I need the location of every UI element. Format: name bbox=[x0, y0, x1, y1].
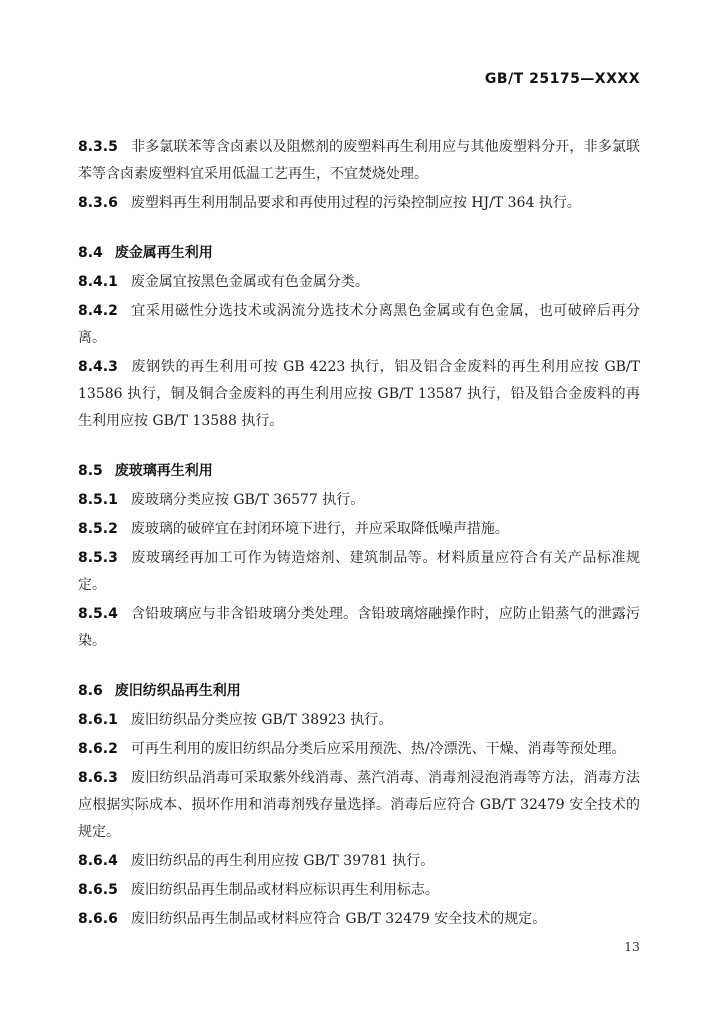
clause-number: 8.3.5 bbox=[78, 139, 118, 155]
section-heading-8-4 bbox=[78, 240, 640, 267]
clause-8-6-4 bbox=[78, 848, 640, 875]
clause-text: 废旧纺织品再生制品或材料应符合 GB/T 32479 安全技术的规定。 bbox=[130, 911, 547, 927]
clause-8-3-6 bbox=[78, 190, 640, 217]
page-number: 13 bbox=[624, 939, 640, 954]
clause-8-5-3 bbox=[78, 545, 640, 599]
section-number: 8.4 bbox=[78, 245, 103, 261]
clause-text: 非多氯联苯等含卤素以及阻燃剂的废塑料再生利用应与其他废塑料分开，非多氯联苯等含卤素废塑料宜采用低温工艺再生，不宜焚烧处理。 bbox=[78, 139, 640, 182]
clause-number: 8.4.1 bbox=[78, 274, 118, 290]
clause-text: 废钢铁的再生利用可按 GB 4223 执行，铝及铝合金废料的再生利用应按 GB/T 13586 执行，铜及铜合金废料的再生利用应按 GB/T 13587 执行，铅及铅合金废料的再生利用应按 GB/T 13588 执行。 bbox=[78, 359, 640, 429]
clause-8-5-4 bbox=[78, 601, 640, 655]
clause-text: 废玻璃的破碎宜在封闭环境下进行，并应采取降低噪声措施。 bbox=[130, 521, 509, 537]
clause-8-4-2 bbox=[78, 298, 640, 352]
clause-8-6-3 bbox=[78, 765, 640, 846]
clause-text: 废旧纺织品分类应按 GB/T 38923 执行。 bbox=[130, 712, 393, 728]
section-heading-8-6 bbox=[78, 678, 640, 705]
clause-text: 废旧纺织品的再生利用应按 GB/T 39781 执行。 bbox=[130, 853, 435, 869]
clause-text: 废金属宜按黑色金属或有色金属分类。 bbox=[130, 274, 369, 290]
section-number: 8.5 bbox=[78, 463, 103, 479]
clause-number: 8.6.5 bbox=[78, 882, 118, 898]
section-title: 废玻璃再生利用 bbox=[114, 463, 213, 479]
clause-number: 8.4.3 bbox=[78, 359, 118, 375]
clause-text: 含铅玻璃应与非含铅玻璃分类处理。含铅玻璃熔融操作时，应防止铅蒸气的泄露污染。 bbox=[78, 606, 640, 649]
clause-text: 宜采用磁性分选技术或涡流分选技术分离黑色金属或有色金属，也可破碎后再分离。 bbox=[78, 303, 640, 346]
clause-number: 8.6.3 bbox=[78, 770, 118, 786]
section-8-4 bbox=[78, 240, 640, 435]
document-body bbox=[78, 134, 640, 935]
clause-number: 8.5.2 bbox=[78, 521, 118, 537]
document-code-header: GB/T 25175—XXXX bbox=[484, 71, 640, 87]
section-number: 8.6 bbox=[78, 683, 103, 699]
clause-8-5-2 bbox=[78, 516, 640, 543]
clause-8-6-5 bbox=[78, 877, 640, 904]
clause-number: 8.4.2 bbox=[78, 303, 118, 319]
section-heading-8-5 bbox=[78, 458, 640, 485]
section-8-5 bbox=[78, 458, 640, 655]
section-title: 废旧纺织品再生利用 bbox=[114, 683, 241, 699]
clause-8-5-1 bbox=[78, 487, 640, 514]
clause-8-6-2 bbox=[78, 736, 640, 763]
clause-8-3-5 bbox=[78, 134, 640, 188]
clause-number: 8.5.4 bbox=[78, 606, 118, 622]
clause-text: 废塑料再生利用制品要求和再使用过程的污染控制应按 HJ/T 364 执行。 bbox=[130, 195, 581, 211]
clause-text: 废旧纺织品消毒可采取紫外线消毒、蒸汽消毒、消毒剂浸泡消毒等方法，消毒方法应根据实际成本、损坏作用和消毒剂残存量选择。消毒后应符合 GB/T 32479 安全技术的规定。 bbox=[78, 770, 640, 840]
clause-8-4-3 bbox=[78, 354, 640, 435]
clause-number: 8.6.2 bbox=[78, 741, 118, 757]
clause-number: 8.5.1 bbox=[78, 492, 118, 508]
clause-text: 废玻璃经再加工可作为铸造熔剂、建筑制品等。材料质量应符合有关产品标准规定。 bbox=[78, 550, 640, 593]
clause-number: 8.3.6 bbox=[78, 195, 118, 211]
section-8-6 bbox=[78, 678, 640, 933]
clause-text: 废玻璃分类应按 GB/T 36577 执行。 bbox=[130, 492, 365, 508]
clause-number: 8.6.6 bbox=[78, 911, 118, 927]
clause-number: 8.6.4 bbox=[78, 853, 118, 869]
section-8-3 bbox=[78, 134, 640, 217]
clause-8-6-6 bbox=[78, 906, 640, 933]
clause-8-4-1 bbox=[78, 269, 640, 296]
section-title: 废金属再生利用 bbox=[114, 245, 213, 261]
clause-number: 8.6.1 bbox=[78, 712, 118, 728]
clause-number: 8.5.3 bbox=[78, 550, 118, 566]
clause-8-6-1 bbox=[78, 707, 640, 734]
clause-text: 可再生利用的废旧纺织品分类后应采用预洗、热/冷漂洗、干燥、消毒等预处理。 bbox=[130, 741, 626, 757]
clause-text: 废旧纺织品再生制品或材料应标识再生利用标志。 bbox=[130, 882, 439, 898]
